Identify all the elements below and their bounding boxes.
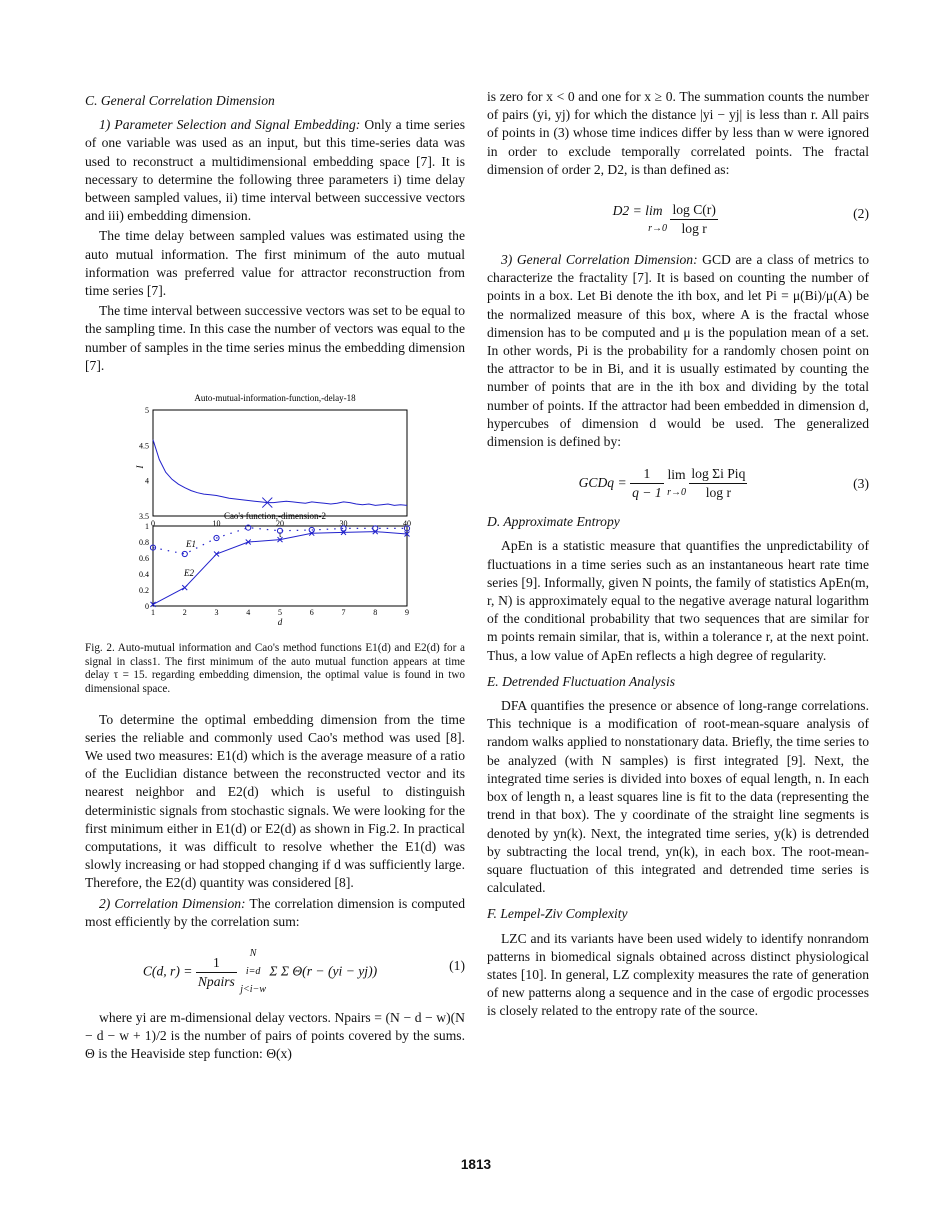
eq-fraction: $\frac{1}{\text{Npairs}}$	[197, 954, 235, 989]
e2-point	[182, 585, 187, 590]
x-axis-label: τ	[278, 529, 282, 540]
x-tick-label: 2	[182, 608, 187, 618]
paragraph: To determine the optimal embedding dimension from the time series the reliable and commonly used Cao's method was used [8]. We used two measures: E1(d) which is the average measure of a ratio of the Euclidian distance between the reconstructed vector and its nearest neighbor and E2(d) which is useful to distinguish deterministic signals from stochastic signals. We were looking for the first minimum either in E1(d) or E2(d) as shown in Fig.2. In practical computations, it was difficult to resolve whether the E1(d) was slowly increasing or had stopped changing if d was sufficiently large. Therefore, the E2(d) quantity was considered [8].	[85, 711, 465, 891]
x-tick-label: 30	[339, 519, 348, 529]
x-axis-label: d	[277, 617, 283, 628]
figure-2	[85, 389, 465, 697]
x-tick-label: 8	[373, 608, 378, 618]
section-heading-f: F. Lempel-Ziv Complexity	[487, 906, 628, 922]
paragraph: The time interval between successive vectors was set to be equal to the sampling time. In this case the number of vectors was equal to the number of samples in the time series minus the embedding dimension [7].	[85, 303, 465, 373]
subsection-title: 1) Parameter Selection and Signal Embedding:	[99, 117, 361, 133]
paragraph	[487, 251, 869, 451]
eq-fraction: $\frac{1}{q - 1}$	[632, 466, 662, 501]
subsection-title: 2) Correlation Dimension:	[99, 895, 246, 911]
figure-caption: Fig. 2. Auto-mutual information and Cao's method functions E1(d) and E2(d) for a signal in class1. The first minimum of the auto mutual function appears at time delay τ = 15. regarding embedding dimension, the optimal value is found in two dimensional space.	[85, 642, 465, 696]
paragraph-text: GCD are a class of metrics to characterize the fractality [7]. It is based on counting the number of points in a box. Let Bi denote the ith box, and let Pi = μ(Bi)/μ(A) be the normalized measure of this box, where A is the fractal whose dimension has to be computed and μ is the population mean of a set. In other words, Pi is the probability for a randomly chosen point on the attractor to be in Bi, and it is usually estimated by counting the number of points that are in the ith box and dividing by the total number of points. If the attractor had been embedded in dimension d, hypercubes of dimension d would be used. The generalized dimension is defined by:	[487, 252, 869, 450]
eq-lhs: GCDq =	[578, 475, 627, 491]
equation-1	[85, 941, 465, 999]
paragraph: LZC and its variants have been used widely to identify nonrandom patterns in biomedical signals obtained across distinct physiological states [10]. In general, LZ complexity measures the rate of generation of new patterns along a sequence and in the case of ergodic processes is closely related to the entropy rate of the source.	[487, 930, 869, 1019]
x-tick-label: 40	[403, 519, 411, 529]
paragraph: is zero for x < 0 and one for x ≥ 0. The summation counts the number of pairs (yi, yj) for which the distance |yi − yj| is less than r. All pairs of points in (3) whose time indices differ by less than w were ignored in order to exclude temporally correlated points. The fractal dimension of order 2, D2, is than defined as:	[487, 89, 869, 177]
left-column	[85, 88, 465, 1066]
chart-cao-function	[139, 511, 410, 627]
subsection-title: 3) General Correlation Dimension:	[501, 252, 698, 268]
paragraph-text: The correlation dimension is computed most efficiently by the correlation sum:	[85, 895, 465, 929]
y-tick-label: 0.8	[139, 538, 149, 548]
section-heading-d: D. Approximate Entropy	[487, 514, 620, 530]
x-tick-label: 6	[309, 608, 314, 618]
y-tick-label: 3.5	[139, 512, 149, 522]
y-axis-label: I	[135, 465, 145, 469]
y-tick-label: 1	[145, 522, 149, 532]
x-tick-label: 0	[151, 519, 155, 529]
eq-fraction: $\frac{\text{log C(r)}}{\text{log r}}$	[672, 202, 716, 237]
y-tick-label: 0	[145, 602, 149, 612]
x-tick-label: 9	[405, 608, 409, 618]
section-heading-e: E. Detrended Fluctuation Analysis	[487, 673, 676, 689]
figure-chart	[85, 389, 465, 629]
y-tick-label: 5	[145, 406, 149, 416]
x-tick-label: 5	[278, 608, 282, 618]
y-tick-label: 0.6	[139, 554, 149, 564]
equation-2: D2 = lim r→0 $\frac{\text{log C(r)}}{\text{log r}}$ (2)	[487, 193, 869, 243]
paragraph: ApEn is a statistic measure that quantifies the unpredictability of fluctuations in a time series such as an instantaneous heart rate time series [9]. Informally, given N points, the family of statistics ApEn(m, r, N) is approximately equal to the negative average natural logarithm of the conditional probability that two sequences that are similar for m points remain similar, that is, within a tolerance r, at the next point. Thus, a low value of ApEn reflects a high degree of regularity.	[487, 538, 869, 663]
paragraph-text: Only a time series of one variable was used as an input, but this time-series data was used to reconstruct a multidimensional embedding space [7]. It is necessary to determine the following three parameters i) time delay between sampled values, ii) time interval between successive vectors and iii) embedding dimension.	[85, 117, 465, 224]
chart-title: Auto-mutual-information-function,-delay-18	[194, 393, 356, 404]
right-column	[487, 88, 869, 1023]
chart-frame	[153, 410, 407, 516]
y-tick-label: 4	[145, 476, 149, 486]
eq-lhs: C(d, r) =	[142, 963, 193, 979]
paragraph	[85, 895, 465, 931]
paragraph: where yi are m-dimensional delay vectors. Npairs = (N − d − w)(N − d − w + 1)/2 is the number of pairs of points covered by the sums. Θ is the Heaviside step function: Θ(x)	[85, 1010, 465, 1062]
ami-line	[153, 440, 407, 506]
eq-lhs: D2 = lim	[612, 202, 663, 218]
chart-title: Cao's function,-dimension-2	[223, 511, 327, 522]
x-tick-label: 4	[246, 608, 251, 618]
x-tick-label: 7	[341, 608, 346, 618]
eq-fraction: $\frac{\text{log Σi Piq}}{\text{log r}}$	[691, 466, 746, 501]
x-tick-label: 3	[214, 608, 219, 618]
page-number: 1813	[460, 1157, 492, 1172]
equation-3: GCDq = $\frac{1}{q - 1}$ lim r→0 $\frac{\text{log Σi Piq}}{\text{log r}}$ (3)	[487, 463, 869, 509]
eq-sum-limits: N i=d j<i−w	[240, 948, 266, 996]
paragraph: The time delay between sampled values was estimated using the auto mutual information. The first minimum of the auto mutual information was preferred value for attractor reconstruction from time series [7].	[85, 228, 465, 299]
x-tick-label: 10	[212, 519, 221, 529]
equation-number: (3)	[853, 476, 869, 492]
equation-number: (1)	[449, 958, 465, 974]
x-tick-label: 20	[276, 519, 284, 529]
section-heading-c: C. General Correlation Dimension	[85, 93, 275, 108]
equation-number: (2)	[853, 206, 869, 222]
paragraph: DFA quantifies the presence or absence of long-range correlations. This technique is a modification of root-mean-square analysis of random walks applied to nonstationary data. Briefly, the time series to be analyzed (with N samples) is first integrated [9]. Next, the integrated time series is divided into boxes of equal length, n. In each box of length n, a least squares line is fit to the data (representing the trend in that box). The y coordinate of the straight line segments is denoted by yn(k). Next, the integrated time series, y(k) is detrended by subtracting the local trend, yn(k), in each box. The root-mean-square fluctuation of this integrated and detrended time series is calculated.	[487, 698, 869, 896]
eq-rhs: Σ Σ Θ(r − (yi − yj))	[269, 963, 378, 979]
paragraph	[85, 116, 465, 225]
e2-point	[214, 552, 219, 557]
y-tick-label: 0.4	[139, 570, 149, 580]
y-tick-label: 0.2	[139, 586, 149, 596]
x-tick-label: 1	[151, 608, 155, 618]
e2-label: E2	[184, 568, 194, 579]
y-tick-label: 4.5	[139, 441, 149, 451]
e1-label: E1	[186, 539, 196, 550]
